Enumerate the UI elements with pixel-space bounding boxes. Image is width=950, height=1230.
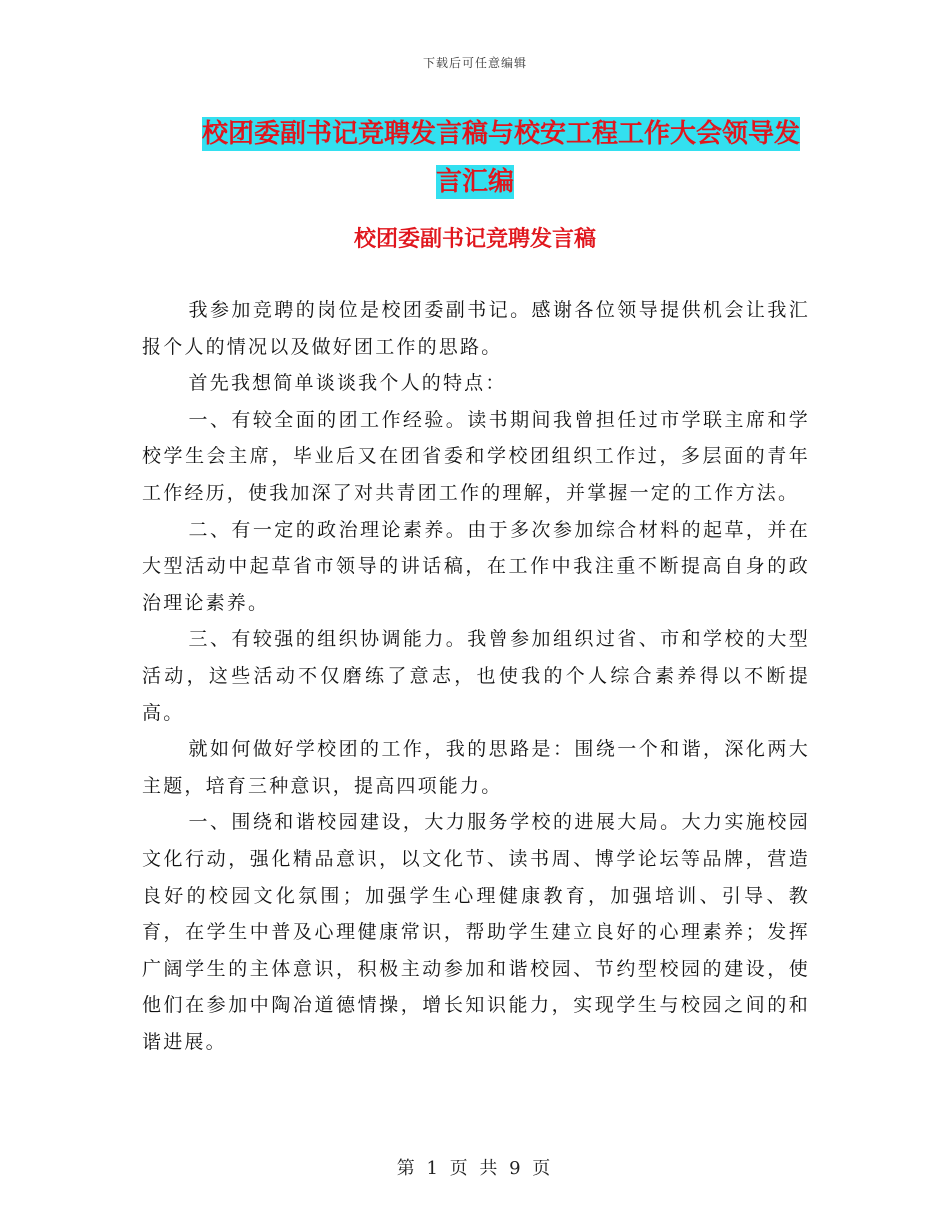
header-note: 下载后可任意编辑 [422, 56, 527, 70]
paragraph: 一、围绕和谐校园建设，大力服务学校的进展大局。大力实施校园文化行动，强化精品意识，以文化节、读书周、博学论坛等品牌，营造良好的校园文化氛围；加强学生心理健康教育，加强培训、引导、教育，在学生中普及心理健康常识，帮助学生建立良好的心理素养；发挥广阔学生的主体意识，积极主动参加和谐校园、节约型校园的建设，使他们在参加中陶冶道德情操，增长知识能力，实现学生与校园之间的和谐进展。 [142, 811, 810, 1053]
document-title [0, 110, 950, 206]
title-line-1: 校团委副书记竞聘发言稿与校安工程工作大会领导发 [201, 119, 800, 149]
paragraph: 首先我想简单谈谈我个人的特点： [188, 372, 507, 395]
paragraph: 二、有一定的政治理论素养。由于多次参加综合材料的起草，并在大型活动中起草省市领导的讲话稿，在工作中我注重不断提高自身的政治理论素养。 [142, 518, 810, 614]
title-line-2: 言汇编 [435, 167, 514, 197]
page-footer: 第 1 页 共 9 页 [396, 1158, 554, 1179]
paragraph: 我参加竞聘的岗位是校团委副书记。感谢各位领导提供机会让我汇报个人的情况以及做好团工作的思路。 [142, 299, 810, 358]
paragraph: 一、有较全面的团工作经验。读书期间我曾担任过市学联主席和学校学生会主席，毕业后又在团省委和学校团组织工作过，多层面的青年工作经历，使我加深了对共青团工作的理解，并掌握一定的工作方法。 [142, 408, 810, 504]
section-title: 校团委副书记竞聘发言稿 [353, 227, 596, 252]
body-text [142, 292, 810, 1060]
paragraph: 三、有较强的组织协调能力。我曾参加组织过省、市和学校的大型活动，这些活动不仅磨练了意志，也使我的个人综合素养得以不断提高。 [142, 628, 810, 724]
paragraph: 就如何做好学校团的工作，我的思路是：围绕一个和谐，深化两大主题，培育三种意识，提高四项能力。 [142, 738, 810, 797]
